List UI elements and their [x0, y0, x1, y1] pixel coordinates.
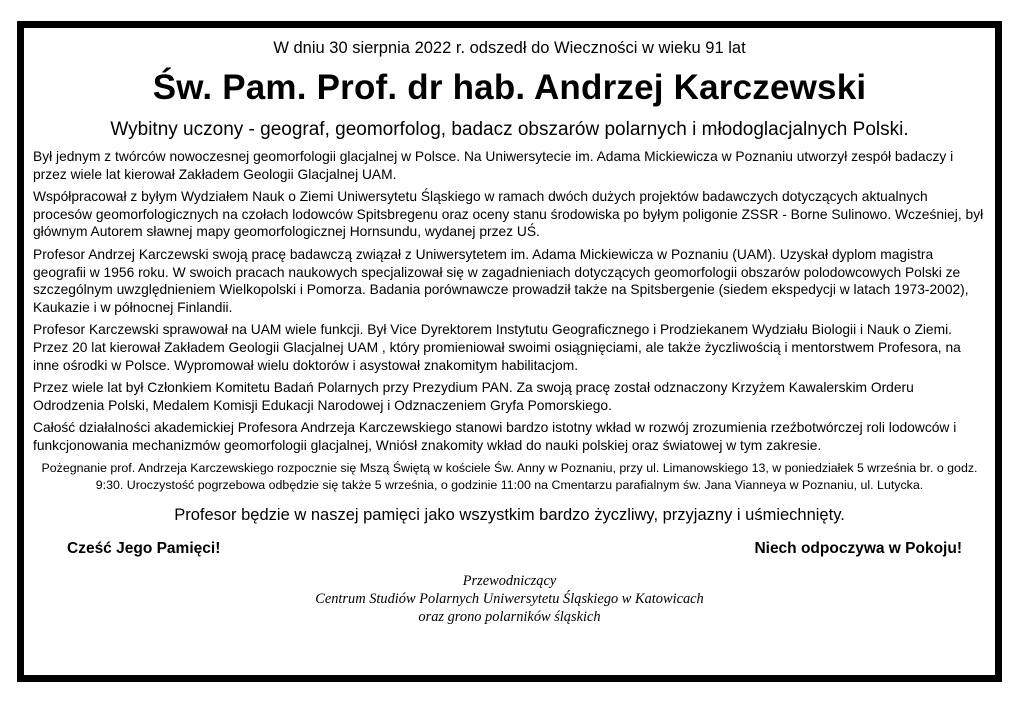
biography-paragraph: Był jednym z twórców nowoczesnej geomorfologii glacjalnej w Polsce. Na Uniwersytecie im. Adama Mickiewicza w Poznaniu utworzył zespół badaczy i przez wiele lat kierował Zakładem Geologii Glacjalnej UAM.: [33, 149, 954, 182]
salute-right: Niech odpoczywa w Pokoju!: [754, 539, 962, 557]
salutes: [33, 540, 986, 562]
biography-paragraph: Współpracował z byłym Wydziałem Nauk o Ziemi Uniwersytetu Śląskiego w ramach dwóch dużych projektów badawczych dotyczących aktualnych procesów geomorfologicznych na czołach lodowców Spitsbregenu oraz oceny stanu środowiska po byłym poligonie ZSSR - Borne Sulinowo. Wcześniej, był głównym Autorem sławnej mapy geomorfologicznej Hornsundu, wydanej przez UŚ.: [33, 189, 984, 240]
signature-title: Przewodniczący: [462, 572, 557, 589]
salute-left: Cześć Jego Pamięci!: [67, 539, 221, 557]
biography: [33, 148, 986, 455]
signature-organization: Centrum Studiów Polarnych Uniwersytetu Śląskiego w Katowicach: [315, 590, 704, 607]
obituary-frame: [17, 21, 1002, 682]
obituary-content: [33, 38, 986, 667]
funeral-info: Pożegnanie prof. Andrzeja Karczewskiego rozpocznie się Mszą Świętą w kościele Św. Anny w Poznaniu, przy ul. Limanowskiego 13, w poniedziałek 5 września br. o godz. 9:30. Uroczystość pogrzebowa odbędzie się także 5 września, o godzinie 11:00 na Cmentarzu parafialnym św. Jana Vianneya w Poznaniu, ul. Lutycka.: [41, 460, 978, 492]
biography-paragraph: Całość działalności akademickiej Profesora Andrzeja Karczewskiego stanowi bardzo istotny wkład w rozwój zrozumienia rzeźbotwórczej roli lodowców i funkcjonowania mechanizmów geomorfologii glacjalnej, Wniósł znakomity wkład do nauki polskiej oraz światowej w tym zakresie.: [33, 420, 957, 453]
subtitle: Wybitny uczony - geograf, geomorfolog, badacz obszarów polarnych i młodoglacjalnych Polski.: [110, 119, 909, 140]
intro-line: W dniu 30 sierpnia 2022 r. odszedł do Wieczności w wieku 91 lat: [273, 39, 746, 57]
deceased-name: Św. Pam. Prof. dr hab. Andrzej Karczewski: [152, 68, 867, 107]
biography-paragraph: Profesor Andrzej Karczewski swoją pracę badawczą związał z Uniwersytetem im. Adama Mickiewicza w Poznaniu (UAM). Uzyskał dyplom magistra geografii w 1956 roku. W swoich pracach naukowych specjalizował się w zagadnieniach dotyczących geomorfologii obszarów polodowcowych Polski ze szczególnym uwzględnieniem Wielkopolski i Pomorza. Badania porównawcze prowadził także na Spitsbergenie (siedem ekspedycji w latach 1973-2002), Kaukazie i w północnej Finlandii.: [33, 246, 969, 315]
biography-paragraph: Profesor Karczewski sprawował na UAM wiele funkcji. Był Vice Dyrektorem Instytutu Geograficznego i Prodziekanem Wydziału Biologii i Nauk o Ziemi. Przez 20 lat kierował Zakładem Geologii Glacjalnej UAM , który promieniował swoimi osiągnięciami, ale także życzliwością i mentorstwem Profesora, na inne ośrodki w Polsce. Wypromował wielu doktorów i asystował znakomitym habilitacjom.: [33, 322, 961, 373]
signature-group: oraz grono polarników śląskich: [418, 608, 601, 625]
closing-line: Profesor będzie w naszej pamięci jako wszystkim bardzo życzliwy, przyjazny i uśmiechnięty.: [174, 505, 845, 524]
signature-block: [33, 572, 986, 626]
biography-paragraph: Przez wiele lat był Członkiem Komitetu Badań Polarnych przy Prezydium PAN. Za swoją pracę został odznaczony Krzyżem Kawalerskim Orderu Odrodzenia Polski, Medalem Komisji Edukacji Narodowej i Odznaczeniem Gryfa Pomorskiego.: [33, 380, 914, 413]
